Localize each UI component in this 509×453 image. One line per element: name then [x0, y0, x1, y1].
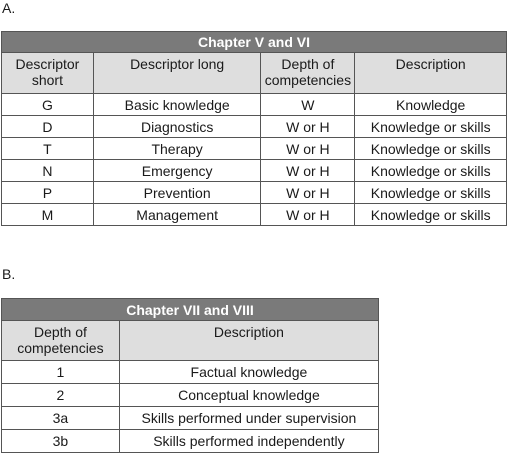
- table-row: [2, 116, 507, 138]
- table-cell: W or H: [261, 116, 355, 138]
- table-cell: W or H: [261, 204, 355, 226]
- table-cell: Basic knowledge: [93, 94, 261, 116]
- table-cell: Skills performed independently: [119, 430, 378, 453]
- table-cell: 3a: [2, 407, 120, 430]
- table-cell: 2: [2, 384, 120, 407]
- table-cell: Skills performed under supervision: [119, 407, 378, 430]
- table-row: [2, 407, 379, 430]
- table-a-header-short: Descriptor short: [2, 53, 94, 94]
- table-b-title: Chapter VII and VIII: [2, 299, 379, 321]
- table-cell: Knowledge or skills: [355, 160, 507, 182]
- table-cell: Diagnostics: [93, 116, 261, 138]
- chapter-vii-viii-table: [1, 298, 379, 453]
- chapter-v-vi-table: [1, 31, 507, 226]
- table-cell: Factual knowledge: [119, 361, 378, 384]
- table-row: [2, 160, 507, 182]
- table-cell: W or H: [261, 160, 355, 182]
- table-row: [2, 384, 379, 407]
- table-cell: Conceptual knowledge: [119, 384, 378, 407]
- table-cell: W or H: [261, 138, 355, 160]
- table-row: [2, 182, 507, 204]
- table-cell: W: [261, 94, 355, 116]
- table-cell: Management: [93, 204, 261, 226]
- table-cell: P: [2, 182, 94, 204]
- table-cell: Knowledge or skills: [355, 204, 507, 226]
- table-cell: Prevention: [93, 182, 261, 204]
- table-cell: W or H: [261, 182, 355, 204]
- table-a-header-description: Description: [355, 53, 507, 94]
- section-a-label: A.: [2, 0, 16, 16]
- table-row: [2, 138, 507, 160]
- table-a-title: Chapter V and VI: [2, 32, 507, 53]
- table-b-header-description: Description: [119, 321, 378, 361]
- table-cell: 3b: [2, 430, 120, 453]
- table-cell: N: [2, 160, 94, 182]
- table-a-header-long: Descriptor long: [93, 53, 261, 94]
- table-cell: Knowledge: [355, 94, 507, 116]
- table-row: [2, 430, 379, 453]
- table-row: [2, 94, 507, 116]
- table-b-header-depth: Depth of competencies: [2, 321, 120, 361]
- table-row: [2, 361, 379, 384]
- table-cell: Emergency: [93, 160, 261, 182]
- section-b-label: B.: [2, 266, 16, 282]
- table-cell: Therapy: [93, 138, 261, 160]
- table-a-header-depth: Depth of competencies: [261, 53, 355, 94]
- table-cell: M: [2, 204, 94, 226]
- table-cell: 1: [2, 361, 120, 384]
- table-cell: T: [2, 138, 94, 160]
- table-cell: Knowledge or skills: [355, 138, 507, 160]
- table-cell: Knowledge or skills: [355, 182, 507, 204]
- table-cell: D: [2, 116, 94, 138]
- table-cell: Knowledge or skills: [355, 116, 507, 138]
- table-cell: G: [2, 94, 94, 116]
- table-row: [2, 204, 507, 226]
